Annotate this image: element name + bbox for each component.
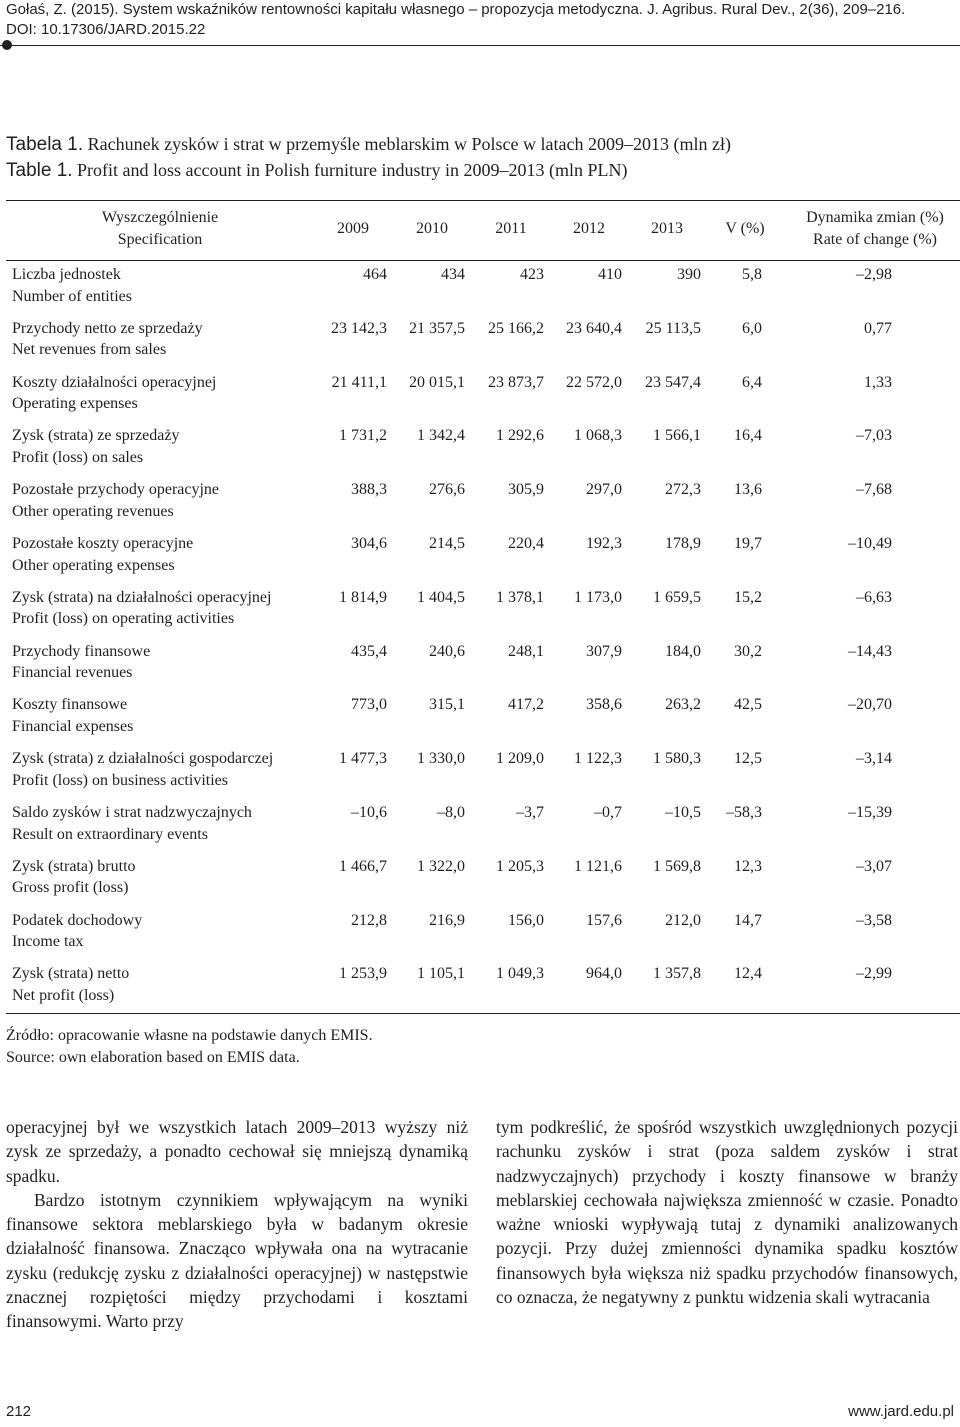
cell-v: 16,4 (734, 427, 762, 445)
cell-2011: 1 049,3 (496, 965, 544, 983)
header-dynamics (790, 207, 960, 251)
cell-2010: 1 330,0 (417, 750, 465, 768)
cell-dynamics: –3,14 (856, 750, 892, 768)
cell-2011: 1 205,3 (496, 857, 544, 875)
row-label-en: Financial revenues (12, 664, 133, 682)
caption-text-en: Profit and loss account in Polish furniture industry in 2009–2013 (mln PLN) (77, 160, 628, 180)
table-row (0, 694, 960, 738)
header-spec-pl: Wyszczególnienie (101, 209, 219, 226)
header-year-2013: 2013 (651, 220, 683, 237)
cell-v: 13,6 (734, 481, 762, 499)
cell-dynamics: –14,43 (848, 642, 892, 660)
cell-2012: 1 121,6 (574, 857, 622, 875)
cell-v: –58,3 (726, 804, 762, 821)
body-column-right (496, 1115, 958, 1309)
table-row (0, 910, 960, 954)
cell-v: 12,3 (734, 857, 762, 875)
cell-2009: 21 411,1 (331, 373, 387, 391)
table-bottom-rule (6, 1013, 960, 1014)
header-year-2011: 2011 (495, 220, 527, 237)
row-label-en: Profit (loss) on sales (12, 448, 144, 466)
cell-2010: 1 105,1 (417, 965, 465, 983)
row-label-pl: Przychody netto ze sprzedaży (12, 319, 203, 337)
cell-dynamics: –7,03 (856, 427, 892, 445)
cell-2012: 410 (598, 266, 622, 283)
cell-2011: 1 209,0 (496, 750, 544, 768)
row-label-pl: Pozostałe przychody operacyjne (12, 481, 220, 499)
table-row (0, 479, 960, 523)
cell-2010: 1 404,5 (417, 588, 465, 606)
table-row (0, 533, 960, 577)
table-row (0, 802, 960, 846)
source-pl: Źródło: opracowanie własne na podstawie danych EMIS. (6, 1027, 373, 1044)
table-caption-en (6, 158, 628, 183)
cell-2010: 20 015,1 (409, 373, 465, 391)
table-row (0, 587, 960, 631)
footer-url-link[interactable]: www.jard.edu.pl (848, 1403, 954, 1420)
row-label (12, 372, 216, 415)
row-label-en: Net revenues from sales (12, 341, 167, 359)
header-dot-icon (2, 40, 12, 50)
source-en: Source: own elaboration based on EMIS data. (6, 1048, 300, 1066)
page-number: 212 (6, 1403, 32, 1420)
row-label-en: Net profit (loss) (12, 986, 115, 1004)
table-row (0, 372, 960, 416)
row-label-pl: Zysk (strata) na działalności operacyjnej (12, 588, 272, 606)
row-label-pl: Podatek dochodowy (12, 911, 143, 929)
cell-2012: 22 572,0 (566, 373, 622, 391)
cell-dynamics: –2,99 (856, 965, 892, 983)
cell-v: 42,5 (734, 696, 762, 714)
cell-v: 5,8 (742, 266, 762, 283)
citation-doi-link[interactable]: DOI: 10.17306/JARD.2015.22 (6, 21, 206, 38)
cell-2010: 21 357,5 (409, 319, 465, 337)
row-label (12, 264, 132, 307)
row-label-en: Income tax (12, 933, 84, 951)
cell-2011: 423 (520, 266, 544, 283)
cell-2012: 192,3 (586, 535, 622, 552)
table-row (0, 264, 960, 308)
cell-2011: 156,0 (508, 911, 544, 929)
cell-2011: 248,1 (508, 642, 544, 660)
cell-2012: 1 122,3 (574, 750, 622, 768)
header-dyn-pl: Dynamika zmian (%) (806, 209, 944, 226)
table-top-rule (6, 200, 960, 201)
caption-text-pl: Rachunek zysków i strat w przemyśle meblarskim w Polsce w latach 2009–2013 (mln zł) (87, 134, 731, 154)
row-label (12, 694, 133, 737)
cell-dynamics: –15,39 (848, 804, 892, 821)
cell-2012: 358,6 (586, 696, 622, 714)
row-label-en: Other operating expenses (12, 556, 175, 574)
row-label (12, 318, 203, 361)
cell-2011: 1 292,6 (496, 427, 544, 445)
cell-dynamics: –2,98 (856, 266, 892, 283)
cell-dynamics: –3,07 (856, 857, 892, 875)
cell-2013: –10,5 (665, 804, 701, 821)
row-label-en: Financial expenses (12, 717, 134, 735)
cell-2009: 212,8 (351, 911, 387, 929)
row-label (12, 910, 142, 953)
cell-2013: 1 566,1 (653, 427, 701, 445)
cell-2009: 1 466,7 (339, 857, 387, 875)
table-row (0, 425, 960, 469)
caption-label-en: Table 1. (6, 160, 73, 181)
header-specification (80, 207, 240, 251)
table-row (0, 748, 960, 792)
cell-2013: 23 547,4 (645, 373, 701, 391)
cell-v: 6,0 (742, 319, 762, 337)
row-label-en: Other operating revenues (12, 502, 174, 520)
cell-2009: 773,0 (351, 696, 387, 714)
cell-2011: 220,4 (508, 535, 544, 552)
cell-2013: 263,2 (665, 696, 701, 714)
cell-2012: 157,6 (586, 911, 622, 929)
cell-2010: 216,9 (429, 911, 465, 929)
header-rule (0, 45, 960, 46)
cell-v: 12,5 (734, 750, 762, 768)
row-label (12, 802, 252, 845)
cell-2009: 1 477,3 (339, 750, 387, 768)
cell-2011: 25 166,2 (488, 319, 544, 337)
cell-dynamics: –10,49 (848, 535, 892, 552)
cell-2011: 305,9 (508, 481, 544, 499)
table-header-rule (6, 260, 960, 261)
cell-dynamics: 0,77 (864, 319, 892, 337)
row-label-pl: Pozostałe koszty operacyjne (12, 535, 194, 552)
row-label-pl: Koszty działalności operacyjnej (12, 373, 217, 391)
cell-dynamics: –20,70 (848, 696, 892, 714)
cell-v: 6,4 (742, 373, 762, 391)
cell-2009: –10,6 (351, 804, 387, 821)
header-year-2010: 2010 (416, 220, 448, 237)
cell-dynamics: –6,63 (856, 588, 892, 606)
row-label-en: Number of entities (12, 287, 132, 305)
row-label-en: Profit (loss) on operating activities (12, 610, 235, 628)
cell-2012: –0,7 (594, 804, 622, 821)
cell-v: 30,2 (734, 642, 762, 660)
table-row (0, 963, 960, 1007)
cell-2012: 297,0 (586, 481, 622, 499)
row-label-en: Operating expenses (12, 395, 138, 413)
cell-2012: 964,0 (586, 965, 622, 983)
cell-2011: –3,7 (516, 804, 544, 821)
table-row (0, 856, 960, 900)
cell-2013: 25 113,5 (645, 319, 701, 337)
header-v: V (%) (725, 220, 765, 237)
cell-2012: 1 068,3 (574, 427, 622, 445)
cell-2010: 434 (441, 266, 465, 283)
body-paragraph: tym podkreślić, że spośród wszystkich uwzględnionych pozycji rachunku zysków i strat (poza saldem zysków i strat nadzwyczajnych) przychody i koszty finansowe w branży meblarskiej cechowała największa zmienność w czasie. Ponadto ważne wnioski wypływają tutaj z dynamiki analizowanych pozycji. Przy dużej zmienności dynamika spadku kosztów finansowych była większa niż spadku przychodów finansowych, co oznacza, że negatywny z punktu widzenia skali wytracania (496, 1117, 958, 1308)
row-label-pl: Liczba jednostek (12, 266, 121, 283)
cell-2009: 435,4 (351, 642, 387, 660)
body-paragraph: Bardzo istotnym czynnikiem wpływającym na wyniki finansowe sektora meblarskiego była w badanym okresie działalność finansowa. Znacząco wpływała ona na wytracanie zysku (redukcję zysku z działalności operacyjnej) w następstwie znacznej rozpiętości między przychodami i kosztami finansowymi. Warto przy (6, 1189, 468, 1332)
table-caption-pl (6, 132, 731, 157)
body-column-left (6, 1115, 468, 1334)
row-label-pl: Zysk (strata) brutto (12, 857, 136, 875)
row-label (12, 963, 129, 1006)
row-label-en: Gross profit (loss) (12, 879, 129, 897)
cell-2013: 1 357,8 (653, 965, 701, 983)
row-label-pl: Przychody finansowe (12, 642, 151, 660)
row-label (12, 479, 219, 522)
cell-2012: 23 640,4 (566, 319, 622, 337)
cell-2010: 1 342,4 (417, 427, 465, 445)
header-year-2012: 2012 (573, 220, 605, 237)
row-label-en: Profit (loss) on business activities (12, 771, 228, 789)
cell-2013: 1 569,8 (653, 857, 701, 875)
cell-2010: –8,0 (437, 804, 465, 821)
row-label-pl: Zysk (strata) z działalności gospodarczej (12, 750, 274, 768)
row-label-pl: Zysk (strata) ze sprzedaży (12, 427, 180, 445)
cell-2011: 23 873,7 (488, 373, 544, 391)
cell-2013: 390 (677, 266, 701, 283)
row-label (12, 425, 179, 468)
cell-2010: 214,5 (429, 535, 465, 552)
cell-2009: 464 (363, 266, 387, 283)
table-row (0, 318, 960, 362)
cell-2013: 1 659,5 (653, 588, 701, 606)
cell-dynamics: 1,33 (864, 373, 892, 391)
cell-2013: 184,0 (665, 642, 701, 660)
header-dyn-en: Rate of change (%) (813, 231, 937, 248)
row-label-en: Result on extraordinary events (12, 825, 208, 843)
row-label-pl: Koszty finansowe (12, 696, 128, 714)
cell-2009: 388,3 (351, 481, 387, 499)
cell-2009: 1 253,9 (339, 965, 387, 983)
cell-2013: 272,3 (665, 481, 701, 499)
row-label-pl: Zysk (strata) netto (12, 965, 130, 983)
cell-2009: 1 814,9 (339, 588, 387, 606)
cell-2013: 212,0 (665, 911, 701, 929)
header-year-2009: 2009 (337, 220, 369, 237)
cell-dynamics: –3,58 (856, 911, 892, 929)
cell-2013: 178,9 (665, 535, 701, 552)
cell-v: 14,7 (734, 911, 762, 929)
header-spec-en: Specification (117, 231, 203, 248)
caption-label-pl: Tabela 1. (6, 134, 84, 155)
cell-dynamics: –7,68 (856, 481, 892, 499)
cell-v: 15,2 (734, 588, 762, 606)
cell-2012: 307,9 (586, 642, 622, 660)
citation-line-1: Gołaś, Z. (2015). System wskaźników rentowności kapitału własnego – propozycja metodyczna. J. Agribus. Rural Dev., 2(36), 209–216. (6, 1, 906, 18)
row-label (12, 587, 271, 630)
cell-2011: 1 378,1 (496, 588, 544, 606)
cell-2011: 417,2 (508, 696, 544, 714)
row-label (12, 748, 273, 791)
cell-v: 12,4 (734, 965, 762, 983)
cell-2012: 1 173,0 (574, 588, 622, 606)
cell-2010: 1 322,0 (417, 857, 465, 875)
cell-2013: 1 580,3 (653, 750, 701, 768)
cell-2009: 304,6 (351, 535, 387, 552)
row-label (12, 856, 136, 899)
cell-2009: 23 142,3 (331, 319, 387, 337)
table-source (6, 1025, 373, 1068)
body-paragraph: operacyjnej był we wszystkich latach 2009–2013 wyższy niż zysk ze sprzedaży, a ponadto cechował się mniejszą dynamiką spadku. (6, 1117, 468, 1186)
cell-v: 19,7 (734, 535, 762, 552)
row-label-pl: Saldo zysków i strat nadzwyczajnych (12, 804, 252, 821)
table-row (0, 641, 960, 685)
row-label (12, 533, 193, 576)
cell-2010: 276,6 (429, 481, 465, 499)
cell-2010: 240,6 (429, 642, 465, 660)
row-label (12, 641, 150, 684)
cell-2009: 1 731,2 (339, 427, 387, 445)
citation-header (6, 0, 956, 40)
cell-2010: 315,1 (429, 696, 465, 714)
